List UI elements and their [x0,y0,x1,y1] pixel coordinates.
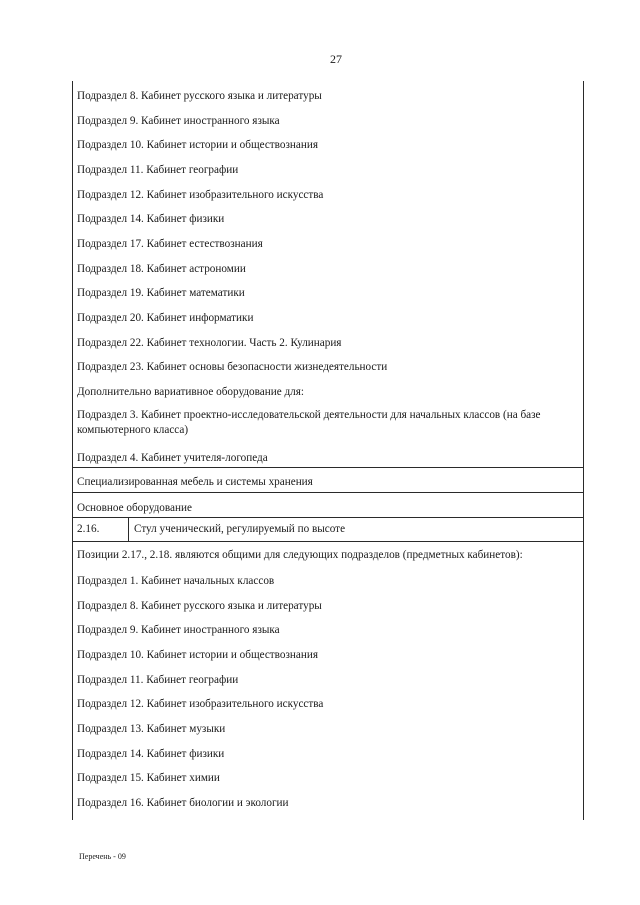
list-item: Подраздел 20. Кабинет информатики [77,312,254,324]
list-item: Подраздел 13. Кабинет музыки [77,723,226,735]
list-item: Подраздел 12. Кабинет изобразительного искусства [77,189,324,201]
list-item: Дополнительно вариативное оборудование для: [77,386,304,398]
list-item: Подраздел 16. Кабинет биологии и экологии [77,797,289,809]
list-item: Подраздел 1. Кабинет начальных классов [77,575,275,587]
list-item: Подраздел 10. Кабинет истории и обществознания [77,649,318,661]
list-item: Подраздел 8. Кабинет русского языка и литературы [77,90,322,102]
list-item: Подраздел 11. Кабинет географии [77,164,239,176]
list-item: Подраздел 3. Кабинет проектно-исследовательской деятельности для начальных классов (на базе компьютерного класса) [77,409,541,436]
list-item: Подраздел 22. Кабинет технологии. Часть 2. Кулинария [77,337,342,349]
list-item: Подраздел 8. Кабинет русского языка и литературы [77,600,322,612]
list-item: Подраздел 14. Кабинет физики [77,213,225,225]
section-heading: Специализированная мебель и системы хранения [77,476,313,488]
item-name: Стул ученический, регулируемый по высоте [134,523,346,535]
list-item: Подраздел 4. Кабинет учителя-логопеда [77,452,268,464]
positions-note: Позиции 2.17., 2.18. являются общими для следующих подразделов (предметных кабинетов): [77,549,523,561]
list-item: Подраздел 10. Кабинет истории и обществознания [77,139,318,151]
list-item: Подраздел 23. Кабинет основы безопасности жизнедеятельности [77,361,388,373]
list-item: Подраздел 11. Кабинет географии [77,674,239,686]
row-divider [73,492,583,493]
list-item: Подраздел 17. Кабинет естествознания [77,238,263,250]
list-item: Подраздел 12. Кабинет изобразительного искусства [77,698,324,710]
list-item: Подраздел 9. Кабинет иностранного языка [77,115,280,127]
footer-label: Перечень - 09 [79,852,126,861]
list-item: Подраздел 18. Кабинет астрономии [77,263,246,275]
page-number: 27 [330,52,342,66]
subsection-heading: Основное оборудование [77,502,192,514]
document-table [72,81,584,820]
row-divider [73,541,583,542]
list-item: Подраздел 19. Кабинет математики [77,287,245,299]
item-number: 2.16. [73,517,129,541]
list-item: Подраздел 9. Кабинет иностранного языка [77,624,280,636]
list-item: Подраздел 14. Кабинет физики [77,748,225,760]
row-divider [73,467,583,468]
list-item: Подраздел 15. Кабинет химии [77,772,220,784]
